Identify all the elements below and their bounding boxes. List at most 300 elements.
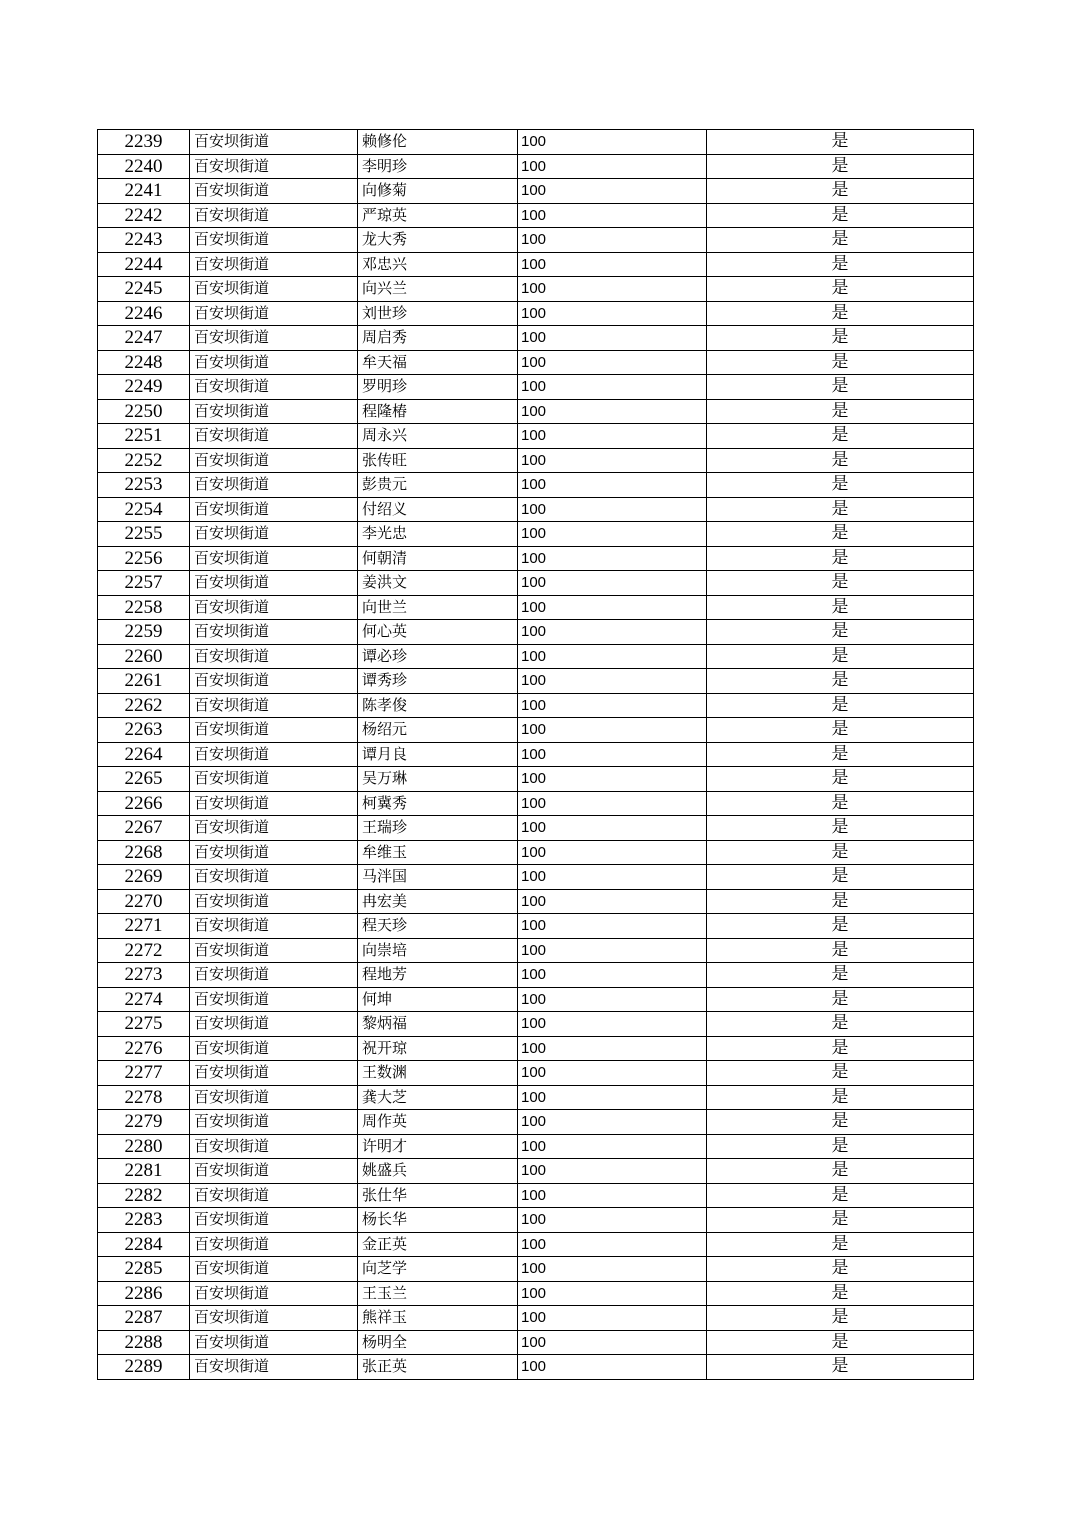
status-cell: 是 — [707, 644, 974, 669]
street-cell: 百安坝街道 — [190, 620, 358, 645]
table-row — [98, 1012, 974, 1037]
table-row — [98, 154, 974, 179]
amount-cell: 100 — [518, 424, 707, 449]
street-cell: 百安坝街道 — [190, 1061, 358, 1086]
amount-cell: 100 — [518, 1306, 707, 1331]
person-name-cell: 杨长华 — [358, 1208, 518, 1233]
table-row — [98, 375, 974, 400]
status-cell: 是 — [707, 889, 974, 914]
table-row — [98, 791, 974, 816]
amount-cell: 100 — [518, 522, 707, 547]
status-cell: 是 — [707, 840, 974, 865]
status-cell: 是 — [707, 865, 974, 890]
amount-cell: 100 — [518, 693, 707, 718]
row-number-cell: 2262 — [98, 693, 190, 718]
person-name-cell: 谭月良 — [358, 742, 518, 767]
amount-cell: 100 — [518, 179, 707, 204]
row-number-cell: 2244 — [98, 252, 190, 277]
row-number-cell: 2286 — [98, 1281, 190, 1306]
person-name-cell: 谭秀珍 — [358, 669, 518, 694]
person-name-cell: 刘世珍 — [358, 301, 518, 326]
person-name-cell: 向修菊 — [358, 179, 518, 204]
amount-cell: 100 — [518, 791, 707, 816]
row-number-cell: 2267 — [98, 816, 190, 841]
row-number-cell: 2280 — [98, 1134, 190, 1159]
table-row — [98, 252, 974, 277]
person-name-cell: 龚大芝 — [358, 1085, 518, 1110]
row-number-cell: 2247 — [98, 326, 190, 351]
table-row — [98, 399, 974, 424]
person-name-cell: 姜洪文 — [358, 571, 518, 596]
street-cell: 百安坝街道 — [190, 1159, 358, 1184]
table-row — [98, 644, 974, 669]
row-number-cell: 2239 — [98, 130, 190, 155]
table-row — [98, 424, 974, 449]
amount-cell: 100 — [518, 301, 707, 326]
table-row — [98, 546, 974, 571]
person-name-cell: 陈孝俊 — [358, 693, 518, 718]
amount-cell: 100 — [518, 1355, 707, 1380]
status-cell: 是 — [707, 1061, 974, 1086]
status-cell: 是 — [707, 1110, 974, 1135]
status-cell: 是 — [707, 326, 974, 351]
amount-cell: 100 — [518, 620, 707, 645]
street-cell: 百安坝街道 — [190, 1281, 358, 1306]
table-row — [98, 1036, 974, 1061]
person-name-cell: 祝开琼 — [358, 1036, 518, 1061]
person-name-cell: 程隆椿 — [358, 399, 518, 424]
subsidy-table — [97, 129, 974, 1380]
row-number-cell: 2258 — [98, 595, 190, 620]
person-name-cell: 吴万琳 — [358, 767, 518, 792]
status-cell: 是 — [707, 1085, 974, 1110]
table-row — [98, 179, 974, 204]
row-number-cell: 2243 — [98, 228, 190, 253]
row-number-cell: 2242 — [98, 203, 190, 228]
street-cell: 百安坝街道 — [190, 1036, 358, 1061]
row-number-cell: 2284 — [98, 1232, 190, 1257]
table-row — [98, 350, 974, 375]
status-cell: 是 — [707, 1159, 974, 1184]
table-row — [98, 1183, 974, 1208]
person-name-cell: 王数渊 — [358, 1061, 518, 1086]
table-row — [98, 1257, 974, 1282]
street-cell: 百安坝街道 — [190, 522, 358, 547]
row-number-cell: 2283 — [98, 1208, 190, 1233]
street-cell: 百安坝街道 — [190, 1306, 358, 1331]
amount-cell: 100 — [518, 1012, 707, 1037]
status-cell: 是 — [707, 1183, 974, 1208]
row-number-cell: 2282 — [98, 1183, 190, 1208]
amount-cell: 100 — [518, 375, 707, 400]
table-row — [98, 963, 974, 988]
row-number-cell: 2264 — [98, 742, 190, 767]
status-cell: 是 — [707, 448, 974, 473]
person-name-cell: 黎炳福 — [358, 1012, 518, 1037]
amount-cell: 100 — [518, 1281, 707, 1306]
street-cell: 百安坝街道 — [190, 375, 358, 400]
status-cell: 是 — [707, 522, 974, 547]
person-name-cell: 向芝学 — [358, 1257, 518, 1282]
table-row — [98, 1159, 974, 1184]
row-number-cell: 2251 — [98, 424, 190, 449]
table-row — [98, 203, 974, 228]
street-cell: 百安坝街道 — [190, 448, 358, 473]
street-cell: 百安坝街道 — [190, 1208, 358, 1233]
street-cell: 百安坝街道 — [190, 497, 358, 522]
street-cell: 百安坝街道 — [190, 424, 358, 449]
person-name-cell: 牟维玉 — [358, 840, 518, 865]
table-row — [98, 914, 974, 939]
status-cell: 是 — [707, 816, 974, 841]
person-name-cell: 向兴兰 — [358, 277, 518, 302]
street-cell: 百安坝街道 — [190, 1355, 358, 1380]
street-cell: 百安坝街道 — [190, 252, 358, 277]
street-cell: 百安坝街道 — [190, 595, 358, 620]
table-row — [98, 840, 974, 865]
amount-cell: 100 — [518, 816, 707, 841]
status-cell: 是 — [707, 1232, 974, 1257]
table-row — [98, 277, 974, 302]
status-cell: 是 — [707, 1257, 974, 1282]
street-cell: 百安坝街道 — [190, 1183, 358, 1208]
status-cell: 是 — [707, 1306, 974, 1331]
street-cell: 百安坝街道 — [190, 840, 358, 865]
status-cell: 是 — [707, 546, 974, 571]
person-name-cell: 王玉兰 — [358, 1281, 518, 1306]
row-number-cell: 2269 — [98, 865, 190, 890]
table-row — [98, 522, 974, 547]
table-row — [98, 718, 974, 743]
status-cell: 是 — [707, 154, 974, 179]
status-cell: 是 — [707, 938, 974, 963]
street-cell: 百安坝街道 — [190, 1085, 358, 1110]
amount-cell: 100 — [518, 546, 707, 571]
amount-cell: 100 — [518, 571, 707, 596]
street-cell: 百安坝街道 — [190, 914, 358, 939]
amount-cell: 100 — [518, 1134, 707, 1159]
person-name-cell: 何心英 — [358, 620, 518, 645]
status-cell: 是 — [707, 277, 974, 302]
status-cell: 是 — [707, 497, 974, 522]
row-number-cell: 2259 — [98, 620, 190, 645]
row-number-cell: 2268 — [98, 840, 190, 865]
amount-cell: 100 — [518, 767, 707, 792]
street-cell: 百安坝街道 — [190, 154, 358, 179]
table-row — [98, 497, 974, 522]
status-cell: 是 — [707, 595, 974, 620]
person-name-cell: 付绍义 — [358, 497, 518, 522]
row-number-cell: 2276 — [98, 1036, 190, 1061]
person-name-cell: 邓忠兴 — [358, 252, 518, 277]
amount-cell: 100 — [518, 252, 707, 277]
status-cell: 是 — [707, 669, 974, 694]
amount-cell: 100 — [518, 497, 707, 522]
amount-cell: 100 — [518, 889, 707, 914]
status-cell: 是 — [707, 203, 974, 228]
table-row — [98, 987, 974, 1012]
table-row — [98, 326, 974, 351]
street-cell: 百安坝街道 — [190, 179, 358, 204]
amount-cell: 100 — [518, 1085, 707, 1110]
amount-cell: 100 — [518, 669, 707, 694]
status-cell: 是 — [707, 130, 974, 155]
status-cell: 是 — [707, 963, 974, 988]
amount-cell: 100 — [518, 1257, 707, 1282]
street-cell: 百安坝街道 — [190, 767, 358, 792]
person-name-cell: 张传旺 — [358, 448, 518, 473]
table-row — [98, 473, 974, 498]
person-name-cell: 赖修伦 — [358, 130, 518, 155]
person-name-cell: 何坤 — [358, 987, 518, 1012]
person-name-cell: 彭贵元 — [358, 473, 518, 498]
amount-cell: 100 — [518, 1061, 707, 1086]
status-cell: 是 — [707, 693, 974, 718]
street-cell: 百安坝街道 — [190, 228, 358, 253]
status-cell: 是 — [707, 987, 974, 1012]
street-cell: 百安坝街道 — [190, 326, 358, 351]
row-number-cell: 2250 — [98, 399, 190, 424]
street-cell: 百安坝街道 — [190, 963, 358, 988]
person-name-cell: 李光忠 — [358, 522, 518, 547]
row-number-cell: 2279 — [98, 1110, 190, 1135]
table-body — [98, 130, 974, 1380]
row-number-cell: 2252 — [98, 448, 190, 473]
table-row — [98, 620, 974, 645]
person-name-cell: 周永兴 — [358, 424, 518, 449]
row-number-cell: 2260 — [98, 644, 190, 669]
street-cell: 百安坝街道 — [190, 1134, 358, 1159]
row-number-cell: 2261 — [98, 669, 190, 694]
table-row — [98, 693, 974, 718]
table-row — [98, 938, 974, 963]
row-number-cell: 2241 — [98, 179, 190, 204]
person-name-cell: 程地芳 — [358, 963, 518, 988]
row-number-cell: 2277 — [98, 1061, 190, 1086]
status-cell: 是 — [707, 399, 974, 424]
row-number-cell: 2285 — [98, 1257, 190, 1282]
status-cell: 是 — [707, 718, 974, 743]
person-name-cell: 杨明全 — [358, 1330, 518, 1355]
row-number-cell: 2288 — [98, 1330, 190, 1355]
row-number-cell: 2248 — [98, 350, 190, 375]
person-name-cell: 李明珍 — [358, 154, 518, 179]
status-cell: 是 — [707, 424, 974, 449]
person-name-cell: 王瑞珍 — [358, 816, 518, 841]
row-number-cell: 2263 — [98, 718, 190, 743]
person-name-cell: 谭必珍 — [358, 644, 518, 669]
row-number-cell: 2255 — [98, 522, 190, 547]
status-cell: 是 — [707, 791, 974, 816]
street-cell: 百安坝街道 — [190, 1232, 358, 1257]
table-row — [98, 1110, 974, 1135]
status-cell: 是 — [707, 742, 974, 767]
row-number-cell: 2278 — [98, 1085, 190, 1110]
table-row — [98, 816, 974, 841]
amount-cell: 100 — [518, 1159, 707, 1184]
amount-cell: 100 — [518, 1208, 707, 1233]
street-cell: 百安坝街道 — [190, 693, 358, 718]
person-name-cell: 张仕华 — [358, 1183, 518, 1208]
person-name-cell: 程天珍 — [358, 914, 518, 939]
amount-cell: 100 — [518, 963, 707, 988]
row-number-cell: 2257 — [98, 571, 190, 596]
table-row — [98, 1281, 974, 1306]
status-cell: 是 — [707, 1036, 974, 1061]
row-number-cell: 2240 — [98, 154, 190, 179]
row-number-cell: 2272 — [98, 938, 190, 963]
amount-cell: 100 — [518, 1232, 707, 1257]
row-number-cell: 2249 — [98, 375, 190, 400]
person-name-cell: 柯冀秀 — [358, 791, 518, 816]
amount-cell: 100 — [518, 718, 707, 743]
status-cell: 是 — [707, 1355, 974, 1380]
table-row — [98, 1061, 974, 1086]
person-name-cell: 罗明珍 — [358, 375, 518, 400]
amount-cell: 100 — [518, 742, 707, 767]
street-cell: 百安坝街道 — [190, 1110, 358, 1135]
street-cell: 百安坝街道 — [190, 816, 358, 841]
person-name-cell: 向崇培 — [358, 938, 518, 963]
table-row — [98, 742, 974, 767]
street-cell: 百安坝街道 — [190, 644, 358, 669]
person-name-cell: 何朝清 — [358, 546, 518, 571]
amount-cell: 100 — [518, 326, 707, 351]
status-cell: 是 — [707, 228, 974, 253]
street-cell: 百安坝街道 — [190, 669, 358, 694]
status-cell: 是 — [707, 1330, 974, 1355]
amount-cell: 100 — [518, 277, 707, 302]
row-number-cell: 2256 — [98, 546, 190, 571]
amount-cell: 100 — [518, 840, 707, 865]
table-row — [98, 130, 974, 155]
street-cell: 百安坝街道 — [190, 1012, 358, 1037]
table-row — [98, 1355, 974, 1380]
table-row — [98, 571, 974, 596]
amount-cell: 100 — [518, 865, 707, 890]
person-name-cell: 姚盛兵 — [358, 1159, 518, 1184]
status-cell: 是 — [707, 1134, 974, 1159]
street-cell: 百安坝街道 — [190, 203, 358, 228]
person-name-cell: 周作英 — [358, 1110, 518, 1135]
amount-cell: 100 — [518, 1330, 707, 1355]
amount-cell: 100 — [518, 987, 707, 1012]
amount-cell: 100 — [518, 473, 707, 498]
row-number-cell: 2254 — [98, 497, 190, 522]
row-number-cell: 2253 — [98, 473, 190, 498]
street-cell: 百安坝街道 — [190, 301, 358, 326]
street-cell: 百安坝街道 — [190, 399, 358, 424]
table-row — [98, 669, 974, 694]
status-cell: 是 — [707, 179, 974, 204]
person-name-cell: 严琼英 — [358, 203, 518, 228]
street-cell: 百安坝街道 — [190, 571, 358, 596]
row-number-cell: 2274 — [98, 987, 190, 1012]
row-number-cell: 2270 — [98, 889, 190, 914]
status-cell: 是 — [707, 1012, 974, 1037]
status-cell: 是 — [707, 767, 974, 792]
table-row — [98, 448, 974, 473]
street-cell: 百安坝街道 — [190, 473, 358, 498]
person-name-cell: 冉宏美 — [358, 889, 518, 914]
status-cell: 是 — [707, 620, 974, 645]
street-cell: 百安坝街道 — [190, 987, 358, 1012]
status-cell: 是 — [707, 252, 974, 277]
person-name-cell: 龙大秀 — [358, 228, 518, 253]
amount-cell: 100 — [518, 448, 707, 473]
amount-cell: 100 — [518, 130, 707, 155]
street-cell: 百安坝街道 — [190, 718, 358, 743]
amount-cell: 100 — [518, 154, 707, 179]
amount-cell: 100 — [518, 399, 707, 424]
amount-cell: 100 — [518, 938, 707, 963]
table-row — [98, 595, 974, 620]
amount-cell: 100 — [518, 914, 707, 939]
table-row — [98, 1232, 974, 1257]
row-number-cell: 2287 — [98, 1306, 190, 1331]
row-number-cell: 2266 — [98, 791, 190, 816]
person-name-cell: 许明才 — [358, 1134, 518, 1159]
table-row — [98, 301, 974, 326]
row-number-cell: 2245 — [98, 277, 190, 302]
table-row — [98, 1330, 974, 1355]
person-name-cell: 马泮国 — [358, 865, 518, 890]
amount-cell: 100 — [518, 1183, 707, 1208]
street-cell: 百安坝街道 — [190, 277, 358, 302]
amount-cell: 100 — [518, 203, 707, 228]
street-cell: 百安坝街道 — [190, 938, 358, 963]
street-cell: 百安坝街道 — [190, 130, 358, 155]
street-cell: 百安坝街道 — [190, 1330, 358, 1355]
table-row — [98, 1306, 974, 1331]
table-row — [98, 865, 974, 890]
person-name-cell: 向世兰 — [358, 595, 518, 620]
row-number-cell: 2246 — [98, 301, 190, 326]
table-row — [98, 889, 974, 914]
street-cell: 百安坝街道 — [190, 1257, 358, 1282]
amount-cell: 100 — [518, 644, 707, 669]
amount-cell: 100 — [518, 1036, 707, 1061]
row-number-cell: 2281 — [98, 1159, 190, 1184]
person-name-cell: 熊祥玉 — [358, 1306, 518, 1331]
street-cell: 百安坝街道 — [190, 546, 358, 571]
person-name-cell: 牟天福 — [358, 350, 518, 375]
status-cell: 是 — [707, 1208, 974, 1233]
person-name-cell: 张正英 — [358, 1355, 518, 1380]
person-name-cell: 周启秀 — [358, 326, 518, 351]
amount-cell: 100 — [518, 228, 707, 253]
row-number-cell: 2271 — [98, 914, 190, 939]
street-cell: 百安坝街道 — [190, 742, 358, 767]
table-row — [98, 228, 974, 253]
status-cell: 是 — [707, 473, 974, 498]
status-cell: 是 — [707, 914, 974, 939]
amount-cell: 100 — [518, 350, 707, 375]
table-row — [98, 1208, 974, 1233]
row-number-cell: 2273 — [98, 963, 190, 988]
street-cell: 百安坝街道 — [190, 791, 358, 816]
table-row — [98, 1134, 974, 1159]
row-number-cell: 2275 — [98, 1012, 190, 1037]
status-cell: 是 — [707, 301, 974, 326]
street-cell: 百安坝街道 — [190, 350, 358, 375]
status-cell: 是 — [707, 1281, 974, 1306]
status-cell: 是 — [707, 350, 974, 375]
person-name-cell: 金正英 — [358, 1232, 518, 1257]
street-cell: 百安坝街道 — [190, 889, 358, 914]
status-cell: 是 — [707, 375, 974, 400]
amount-cell: 100 — [518, 595, 707, 620]
